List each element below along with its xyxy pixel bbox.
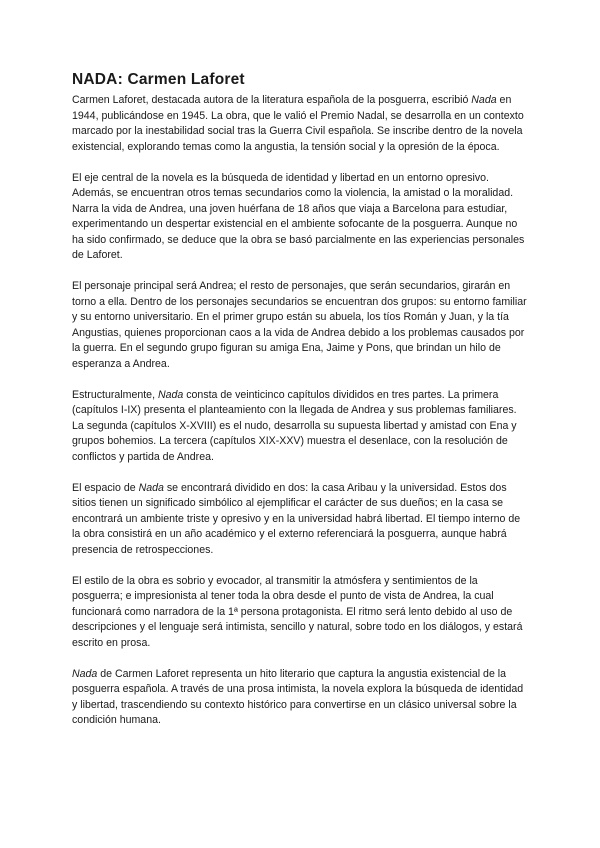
paragraph-2 [72, 171, 530, 264]
paragraph-text: en 1944, publicándose en 1945. La obra, que le valió el Premio Nadal, se desarrolla en un contexto marcado por la inestabilidad social tras la Guerra Civil española. Se inscribe dentro de la novela existencial, explorando temas como la angustia, la tensión social y la opresión de la época. [72, 94, 524, 153]
paragraph-4 [72, 388, 530, 466]
italic-title-text: Nada [138, 481, 164, 494]
paragraph-3 [72, 279, 530, 372]
italic-title-text: Nada [72, 667, 98, 680]
paragraph-text: se encontrará dividido en dos: la casa Aribau y la universidad. Estos dos sitios tienen un significado simbólico al ejemplificar el carácter de sus dueños; en la casa se encontrará un ambiente triste y opresivo y en la universidad habrá libertad. El tiempo interno de la obra consistirá en un año académico y el externo referenciará la posguerra, aunque habrá presencia de retrospecciones. [72, 481, 521, 556]
paragraph-text: El eje central de la novela es la búsqueda de identidad y libertad en un entorno opresivo. Además, se encuentran otros temas secundarios como la violencia, la amistad o la moralidad. Narra la vida de Andrea, una joven huérfana de 18 años que viaja a Barcelona para estudiar, experimentando un despertar existencial en el ambiente sofocante de la posguerra. Aunque no ha sido confirmado, se deduce que la obra se basó parcialmente en las experiencias personales de Laforet. [72, 171, 525, 261]
paragraph-text: Estructuralmente, [72, 388, 158, 401]
paragraph-6 [72, 574, 530, 652]
document-body [72, 70, 530, 744]
paragraph-text: El espacio de [72, 481, 139, 494]
paragraph-text: El estilo de la obra es sobrio y evocador, al transmitir la atmósfera y sentimientos de la posguerra; e impresionista al tener toda la obra desde el punto de vista de Andrea, la cual funcionará como narradora de la 1ª persona protagonista. El ritmo será lento debido al uso de descripciones y el lenguaje será intimista, sencillo y natural, sobre todo en los diálogos, y estará escrito en prosa. [72, 574, 523, 649]
italic-title-text: Nada [471, 94, 497, 106]
document-title: NADA: Carmen Laforet [72, 71, 245, 88]
paragraph-7 [72, 667, 530, 729]
paragraph-text: de Carmen Laforet representa un hito literario que captura la angustia existencial de la posguerra española. A través de una prosa intimista, la novela explora la búsqueda de identidad y libertad, trascendiendo su contexto histórico para convertirse en un clásico universal sobre la condición humana. [72, 667, 524, 726]
paragraph-text: El personaje principal será Andrea; el resto de personajes, que serán secundarios, girarán en torno a ella. Dentro de los personajes secundarios se encuentran dos grupos: su entorno familiar y su entorno universitario. En el primer grupo están su abuela, los tíos Román y Juan, y la tía Angustias, quienes proporcionan caos a la vida de Andrea debido a los problemas causados por la guerra. En el segundo grupo figuran su amiga Ena, Jaime y Pons, que brindan un hilo de esperanza a Andrea. [72, 280, 527, 370]
paragraph-5 [72, 481, 530, 559]
paragraph-list [72, 93, 530, 729]
paragraph-text: consta de veinticinco capítulos divididos en tres partes. La primera (capítulos I-IX) presenta el planteamiento con la llegada de Andrea y sus problemas familiares. La segunda (capítulos X-XVIII) es el nudo, desarrolla su supuesta libertad y amistad con Ena y grupos bohemios. La tercera (capítulos XIX-XXV) muestra el desenlace, con la resolución de conflictos y partida de Andrea. [72, 388, 517, 463]
paragraph-text: Carmen Laforet, destacada autora de la literatura española de la posguerra, escribió [72, 94, 472, 106]
italic-title-text: Nada [157, 388, 184, 401]
paragraph-1 [72, 93, 530, 155]
